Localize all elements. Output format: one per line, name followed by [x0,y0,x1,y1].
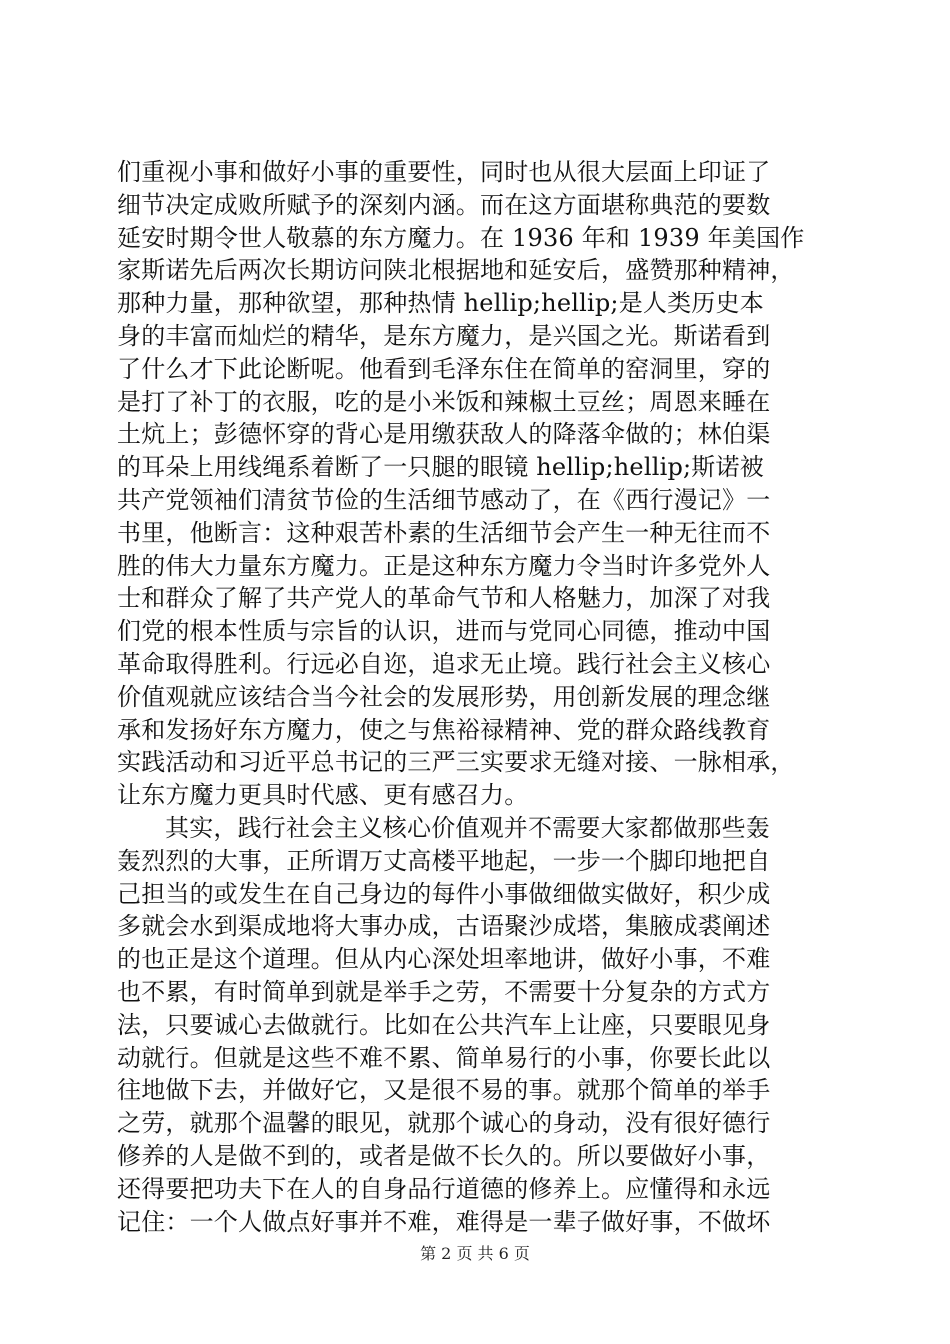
text-line: 让东方魔力更具时代感、更有感召力。 [117,781,529,810]
text-line: 法，只要诚心去做就行。比如在公共汽车上让座，只要眼见身 [117,1010,771,1039]
text-line: 细节决定成败所赋予的深刻内涵。而在这方面堪称典范的要数 [117,190,771,219]
text-line: 还得要把功夫下在人的自身品行道德的修养上。应懂得和永远 [117,1174,771,1203]
text-line: 的也正是这个道理。但从内心深处坦率地讲，做好小事，不难 [117,945,771,974]
text-line: 身的丰富而灿烂的精华，是东方魔力，是兴国之光。斯诺看到 [117,321,771,350]
text-line: 己担当的或发生在自己身边的每件小事做细做实做好，积少成 [117,879,771,908]
text-line: 了什么才下此论断呢。他看到毛泽东住在简单的窑洞里，穿的 [117,354,771,383]
text-line: 胜的伟大力量东方魔力。正是这种东方魔力令当时许多党外人 [117,551,771,580]
text-line: 们重视小事和做好小事的重要性，同时也从很大层面上印证了 [117,158,771,186]
text-line: 共产党领袖们清贫节俭的生活细节感动了，在《西行漫记》一 [117,485,771,514]
text-line: 那种力量，那种欲望，那种热情 hellip;hellip;是人类历史本 [117,289,764,318]
text-line: 的耳朵上用线绳系着断了一只腿的眼镜 hellip;hellip;斯诺被 [117,453,764,482]
text-line: 实践活动和习近平总书记的三严三实要求无缝对接、一脉相承， [117,748,795,777]
text-line: 们党的根本性质与宗旨的认识，进而与党同心同德，推动中国 [117,617,771,646]
text-line: 价值观就应该结合当今社会的发展形势，用创新发展的理念继 [117,682,771,711]
paragraph-1 [117,156,839,812]
paragraph-2 [117,812,839,1238]
text-line: 延安时期令世人敬慕的东方魔力。在 1936 年和 1939 年美国作 [117,223,805,252]
text-line: 多就会水到渠成地将大事办成，古语聚沙成塔，集腋成裘阐述 [117,912,771,941]
text-line: 记住：一个人做点好事并不难，难得是一辈子做好事，不做坏 [117,1207,771,1236]
text-line: 是打了补丁的衣服，吃的是小米饭和辣椒土豆丝；周恩来睡在 [117,387,771,416]
text-line: 其实，践行社会主义核心价值观并不需要大家都做那些轰 [165,813,770,842]
text-line: 书里，他断言：这种艰苦朴素的生活细节会产生一种无往而不 [117,518,771,547]
text-line: 之劳，就那个温馨的眼见，就那个诚心的身动，没有很好德行 [117,1109,771,1138]
document-body [117,156,839,1238]
page-number-footer: 第 2 页 共 6 页 [420,1244,530,1263]
text-line: 承和发扬好东方魔力，使之与焦裕禄精神、党的群众路线教育 [117,715,771,744]
text-line: 士和群众了解了共产党人的革命气节和人格魅力，加深了对我 [117,584,771,613]
text-line: 修养的人是做不到的，或者是做不长久的。所以要做好小事， [117,1141,771,1170]
text-line: 土炕上；彭德怀穿的背心是用缴获敌人的降落伞做的；林伯渠 [117,420,771,449]
text-line: 动就行。但就是这些不难不累、简单易行的小事，你要长此以 [117,1043,771,1072]
text-line: 也不累，有时简单到就是举手之劳，不需要十分复杂的方式方 [117,977,771,1006]
text-line: 往地做下去，并做好它，又是很不易的事。就那个简单的举手 [117,1076,771,1105]
text-line: 革命取得胜利。行远必自迩，追求无止境。践行社会主义核心 [117,649,771,678]
text-line: 家斯诺先后两次长期访问陕北根据地和延安后，盛赞那种精神， [117,256,795,285]
text-line: 轰烈烈的大事，正所谓万丈高楼平地起，一步一个脚印地把自 [117,846,771,875]
